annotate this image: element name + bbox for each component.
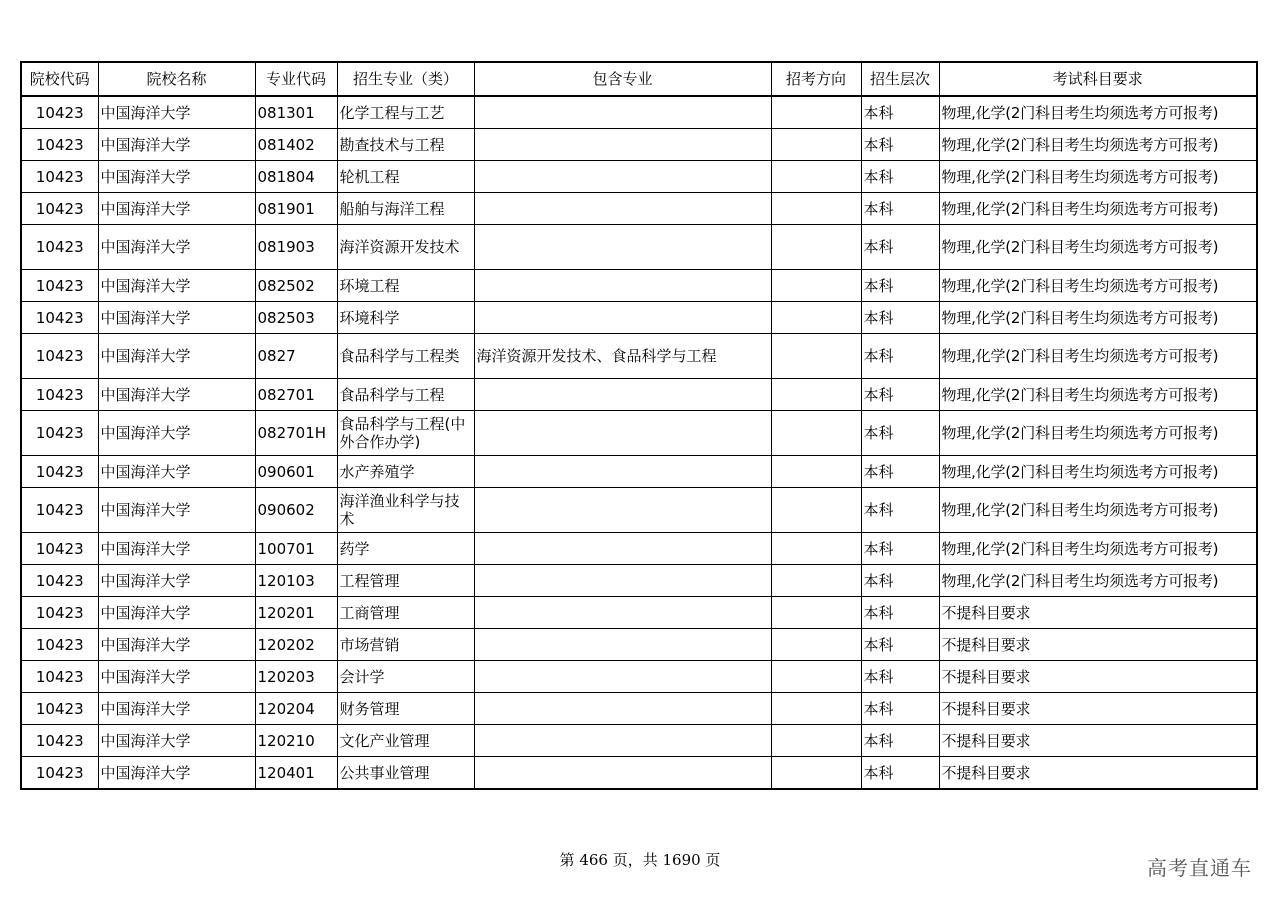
cell-school-code: 10423: [21, 302, 98, 334]
cell-level: 本科: [861, 661, 939, 693]
cell-major: 工商管理: [337, 597, 474, 629]
watermark-text: 高考直通车: [1147, 856, 1252, 880]
cell-school-name: 中国海洋大学: [98, 533, 255, 565]
cell-school-name: 中国海洋大学: [98, 488, 255, 533]
cell-major: 文化产业管理: [337, 725, 474, 757]
cell-level: 本科: [861, 379, 939, 411]
cell-included-majors: 海洋资源开发技术、食品科学与工程: [474, 334, 771, 379]
table-row: [21, 270, 1257, 302]
table-row: [21, 129, 1257, 161]
cell-school-name: 中国海洋大学: [98, 225, 255, 270]
cell-major: 海洋渔业科学与技术: [337, 488, 474, 533]
table-row: [21, 693, 1257, 725]
cell-level: 本科: [861, 96, 939, 129]
cell-level: 本科: [861, 193, 939, 225]
cell-direction: [771, 379, 861, 411]
cell-major-code: 120401: [255, 757, 337, 790]
cell-level: 本科: [861, 757, 939, 790]
cell-school-name: 中国海洋大学: [98, 629, 255, 661]
cell-included-majors: [474, 725, 771, 757]
table-row: [21, 533, 1257, 565]
cell-major: 财务管理: [337, 693, 474, 725]
cell-level: 本科: [861, 270, 939, 302]
cell-included-majors: [474, 411, 771, 456]
cell-school-code: 10423: [21, 533, 98, 565]
cell-school-code: 10423: [21, 661, 98, 693]
cell-level: 本科: [861, 565, 939, 597]
cell-major: 环境工程: [337, 270, 474, 302]
cell-direction: [771, 161, 861, 193]
cell-major: 食品科学与工程类: [337, 334, 474, 379]
cell-major: 公共事业管理: [337, 757, 474, 790]
table-row: [21, 565, 1257, 597]
cell-requirement: 物理,化学(2门科目考生均须选考方可报考): [939, 302, 1257, 334]
cell-requirement: 物理,化学(2门科目考生均须选考方可报考): [939, 129, 1257, 161]
cell-school-code: 10423: [21, 334, 98, 379]
cell-major-code: 090602: [255, 488, 337, 533]
cell-direction: [771, 629, 861, 661]
header-level: 招生层次: [861, 62, 939, 96]
cell-school-name: 中国海洋大学: [98, 334, 255, 379]
admissions-table: [20, 61, 1258, 790]
cell-school-name: 中国海洋大学: [98, 597, 255, 629]
table-row: [21, 629, 1257, 661]
cell-major-code: 081903: [255, 225, 337, 270]
cell-requirement: 物理,化学(2门科目考生均须选考方可报考): [939, 488, 1257, 533]
cell-level: 本科: [861, 334, 939, 379]
cell-included-majors: [474, 597, 771, 629]
cell-requirement: 物理,化学(2门科目考生均须选考方可报考): [939, 565, 1257, 597]
cell-school-name: 中国海洋大学: [98, 565, 255, 597]
cell-school-name: 中国海洋大学: [98, 96, 255, 129]
cell-direction: [771, 129, 861, 161]
table-row: [21, 488, 1257, 533]
cell-included-majors: [474, 161, 771, 193]
cell-major: 食品科学与工程(中外合作办学): [337, 411, 474, 456]
cell-major-code: 120204: [255, 693, 337, 725]
header-direction: 招考方向: [771, 62, 861, 96]
header-requirement: 考试科目要求: [939, 62, 1257, 96]
cell-school-code: 10423: [21, 565, 98, 597]
cell-school-name: 中国海洋大学: [98, 129, 255, 161]
cell-school-name: 中国海洋大学: [98, 379, 255, 411]
cell-level: 本科: [861, 302, 939, 334]
cell-major: 食品科学与工程: [337, 379, 474, 411]
cell-level: 本科: [861, 693, 939, 725]
cell-direction: [771, 334, 861, 379]
table-row: [21, 411, 1257, 456]
table-row: [21, 757, 1257, 790]
cell-school-name: 中国海洋大学: [98, 302, 255, 334]
cell-major: 药学: [337, 533, 474, 565]
cell-included-majors: [474, 270, 771, 302]
cell-requirement: 物理,化学(2门科目考生均须选考方可报考): [939, 193, 1257, 225]
cell-included-majors: [474, 129, 771, 161]
cell-school-code: 10423: [21, 693, 98, 725]
cell-level: 本科: [861, 488, 939, 533]
cell-direction: [771, 757, 861, 790]
cell-level: 本科: [861, 225, 939, 270]
table-row: [21, 96, 1257, 129]
cell-major-code: 081901: [255, 193, 337, 225]
cell-level: 本科: [861, 161, 939, 193]
cell-requirement: 不提科目要求: [939, 597, 1257, 629]
cell-school-code: 10423: [21, 129, 98, 161]
cell-school-name: 中国海洋大学: [98, 411, 255, 456]
cell-school-name: 中国海洋大学: [98, 693, 255, 725]
cell-level: 本科: [861, 725, 939, 757]
cell-major: 船舶与海洋工程: [337, 193, 474, 225]
cell-major-code: 120210: [255, 725, 337, 757]
header-included-majors: 包含专业: [474, 62, 771, 96]
cell-requirement: 物理,化学(2门科目考生均须选考方可报考): [939, 533, 1257, 565]
cell-school-name: 中国海洋大学: [98, 456, 255, 488]
cell-major: 工程管理: [337, 565, 474, 597]
cell-included-majors: [474, 693, 771, 725]
cell-major: 海洋资源开发技术: [337, 225, 474, 270]
table-row: [21, 456, 1257, 488]
cell-school-code: 10423: [21, 225, 98, 270]
cell-included-majors: [474, 757, 771, 790]
table-header-row: [21, 62, 1257, 96]
cell-included-majors: [474, 565, 771, 597]
cell-included-majors: [474, 533, 771, 565]
cell-included-majors: [474, 488, 771, 533]
cell-school-code: 10423: [21, 456, 98, 488]
cell-requirement: 物理,化学(2门科目考生均须选考方可报考): [939, 456, 1257, 488]
cell-requirement: 物理,化学(2门科目考生均须选考方可报考): [939, 161, 1257, 193]
header-school-name: 院校名称: [98, 62, 255, 96]
table-row: [21, 193, 1257, 225]
cell-school-code: 10423: [21, 597, 98, 629]
cell-requirement: 物理,化学(2门科目考生均须选考方可报考): [939, 225, 1257, 270]
cell-level: 本科: [861, 533, 939, 565]
cell-direction: [771, 533, 861, 565]
cell-major-code: 081301: [255, 96, 337, 129]
cell-requirement: 物理,化学(2门科目考生均须选考方可报考): [939, 96, 1257, 129]
cell-direction: [771, 270, 861, 302]
cell-major-code: 120201: [255, 597, 337, 629]
cell-school-code: 10423: [21, 161, 98, 193]
cell-major: 化学工程与工艺: [337, 96, 474, 129]
table-row: [21, 334, 1257, 379]
cell-included-majors: [474, 379, 771, 411]
table-row: [21, 225, 1257, 270]
cell-school-code: 10423: [21, 193, 98, 225]
cell-school-name: 中国海洋大学: [98, 270, 255, 302]
cell-requirement: 不提科目要求: [939, 661, 1257, 693]
cell-direction: [771, 488, 861, 533]
cell-major-code: 0827: [255, 334, 337, 379]
cell-direction: [771, 411, 861, 456]
cell-major-code: 082502: [255, 270, 337, 302]
cell-major-code: 082701H: [255, 411, 337, 456]
cell-direction: [771, 597, 861, 629]
cell-major-code: 100701: [255, 533, 337, 565]
cell-requirement: 不提科目要求: [939, 629, 1257, 661]
cell-level: 本科: [861, 629, 939, 661]
cell-level: 本科: [861, 129, 939, 161]
cell-school-code: 10423: [21, 757, 98, 790]
cell-direction: [771, 225, 861, 270]
cell-school-name: 中国海洋大学: [98, 193, 255, 225]
cell-school-name: 中国海洋大学: [98, 661, 255, 693]
cell-requirement: 物理,化学(2门科目考生均须选考方可报考): [939, 411, 1257, 456]
header-major: 招生专业（类）: [337, 62, 474, 96]
page-number: 第 466 页，共 1690 页: [559, 851, 721, 869]
table-row: [21, 161, 1257, 193]
cell-major: 水产养殖学: [337, 456, 474, 488]
cell-school-code: 10423: [21, 629, 98, 661]
cell-level: 本科: [861, 456, 939, 488]
cell-school-name: 中国海洋大学: [98, 725, 255, 757]
cell-direction: [771, 565, 861, 597]
cell-school-name: 中国海洋大学: [98, 161, 255, 193]
cell-school-code: 10423: [21, 488, 98, 533]
cell-requirement: 不提科目要求: [939, 725, 1257, 757]
cell-school-code: 10423: [21, 96, 98, 129]
cell-major: 会计学: [337, 661, 474, 693]
cell-major: 市场营销: [337, 629, 474, 661]
cell-included-majors: [474, 661, 771, 693]
table-row: [21, 379, 1257, 411]
cell-school-code: 10423: [21, 725, 98, 757]
cell-major-code: 082701: [255, 379, 337, 411]
cell-direction: [771, 302, 861, 334]
cell-school-code: 10423: [21, 379, 98, 411]
cell-major-code: 120103: [255, 565, 337, 597]
cell-major-code: 120203: [255, 661, 337, 693]
cell-direction: [771, 725, 861, 757]
cell-direction: [771, 661, 861, 693]
header-school-code: 院校代码: [21, 62, 98, 96]
cell-requirement: 不提科目要求: [939, 693, 1257, 725]
cell-direction: [771, 693, 861, 725]
cell-requirement: 物理,化学(2门科目考生均须选考方可报考): [939, 270, 1257, 302]
cell-direction: [771, 193, 861, 225]
cell-school-code: 10423: [21, 270, 98, 302]
cell-included-majors: [474, 96, 771, 129]
cell-major: 勘查技术与工程: [337, 129, 474, 161]
cell-major-code: 081804: [255, 161, 337, 193]
cell-major-code: 090601: [255, 456, 337, 488]
cell-direction: [771, 96, 861, 129]
table-row: [21, 597, 1257, 629]
cell-included-majors: [474, 225, 771, 270]
table-row: [21, 302, 1257, 334]
cell-requirement: 物理,化学(2门科目考生均须选考方可报考): [939, 379, 1257, 411]
cell-level: 本科: [861, 411, 939, 456]
cell-major-code: 081402: [255, 129, 337, 161]
cell-included-majors: [474, 193, 771, 225]
cell-major-code: 082503: [255, 302, 337, 334]
cell-included-majors: [474, 302, 771, 334]
cell-direction: [771, 456, 861, 488]
table-row: [21, 661, 1257, 693]
cell-requirement: 物理,化学(2门科目考生均须选考方可报考): [939, 334, 1257, 379]
cell-included-majors: [474, 456, 771, 488]
cell-major-code: 120202: [255, 629, 337, 661]
cell-level: 本科: [861, 597, 939, 629]
cell-requirement: 不提科目要求: [939, 757, 1257, 790]
table-row: [21, 725, 1257, 757]
cell-major: 环境科学: [337, 302, 474, 334]
cell-school-name: 中国海洋大学: [98, 757, 255, 790]
header-major-code: 专业代码: [255, 62, 337, 96]
cell-included-majors: [474, 629, 771, 661]
cell-major: 轮机工程: [337, 161, 474, 193]
cell-school-code: 10423: [21, 411, 98, 456]
